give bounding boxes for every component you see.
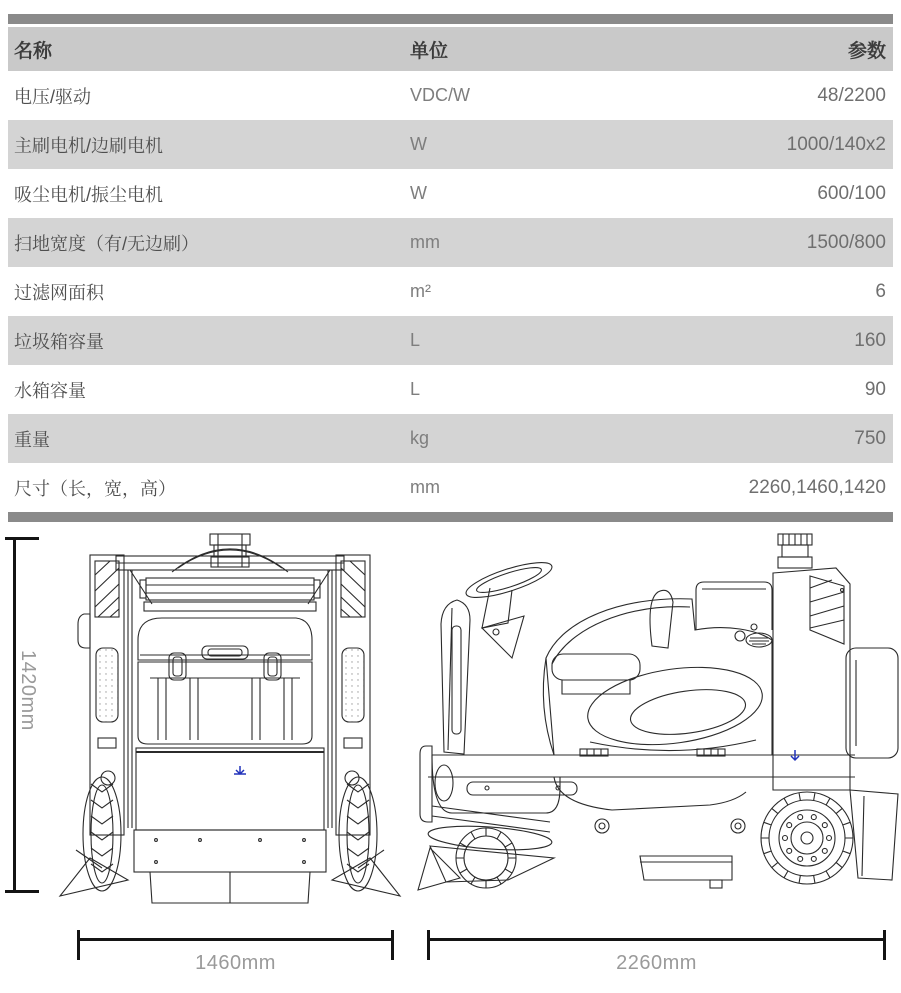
- spec-value-cell: 2260,1460,1420: [748, 476, 886, 498]
- spec-value-cell: 1000/140x2: [786, 133, 886, 155]
- length-dimension-label: 2260mm: [616, 952, 697, 974]
- side-view-drawing: [412, 528, 901, 913]
- spec-unit-cell: L: [410, 330, 421, 350]
- spec-header-row: [8, 27, 893, 71]
- spec-unit-cell: m²: [410, 281, 431, 301]
- spec-unit-cell: kg: [410, 428, 430, 448]
- spec-value-cell: 600/100: [817, 182, 886, 204]
- spec-unit-cell: VDC/W: [410, 85, 470, 105]
- front-view-drawing: [50, 528, 410, 913]
- spec-value-cell: 6: [875, 280, 886, 302]
- height-dimension-label: 1420mm: [17, 650, 39, 731]
- spec-value-cell: 48/2200: [817, 84, 886, 106]
- spec-value-cell: 1500/800: [806, 231, 886, 253]
- spec-value-cell: 750: [854, 427, 886, 449]
- origin-marker-front: [234, 766, 246, 774]
- height-dim-tick-bottom: [5, 890, 39, 893]
- spec-row: [8, 169, 893, 218]
- spec-name-cell: 尺寸（长，宽，高）: [14, 478, 176, 499]
- spec-name-cell: 垃圾箱容量: [14, 331, 104, 352]
- height-dim-tick-top: [5, 537, 39, 540]
- table-top-rule: [8, 14, 893, 24]
- spec-name-cell: 主刷电机/边刷电机: [14, 135, 164, 156]
- spec-row: [8, 267, 893, 316]
- spec-unit-cell: L: [410, 379, 421, 399]
- spec-unit-cell: mm: [410, 477, 440, 497]
- spec-value-cell: 160: [854, 329, 886, 351]
- spec-row: [8, 218, 893, 267]
- spec-name-cell: 电压/驱动: [14, 86, 92, 107]
- header-value: 参数: [847, 40, 886, 62]
- spec-row: [8, 414, 893, 463]
- spec-name-cell: 重量: [14, 429, 50, 450]
- spec-name-cell: 扫地宽度（有/无边刷）: [14, 233, 199, 254]
- spec-unit-cell: mm: [410, 232, 440, 252]
- table-bottom-rule: [8, 512, 893, 522]
- length-dim-line: [427, 938, 886, 941]
- header-unit: 单位: [410, 40, 449, 62]
- spec-row: [8, 71, 893, 120]
- spec-value-cell: 90: [864, 378, 886, 400]
- spec-row: [8, 463, 893, 512]
- spec-name-cell: 水箱容量: [14, 380, 86, 401]
- width-dim-line: [77, 938, 394, 941]
- spec-row: [8, 316, 893, 365]
- spec-name-cell: 吸尘电机/振尘电机: [14, 184, 164, 205]
- spec-table: [8, 27, 893, 512]
- width-dimension-label: 1460mm: [195, 952, 276, 974]
- spec-row: [8, 120, 893, 169]
- spec-row: [8, 365, 893, 414]
- spec-unit-cell: W: [410, 183, 427, 203]
- header-name: 名称: [14, 40, 53, 62]
- spec-name-cell: 过滤网面积: [14, 282, 104, 303]
- spec-unit-cell: W: [410, 134, 427, 154]
